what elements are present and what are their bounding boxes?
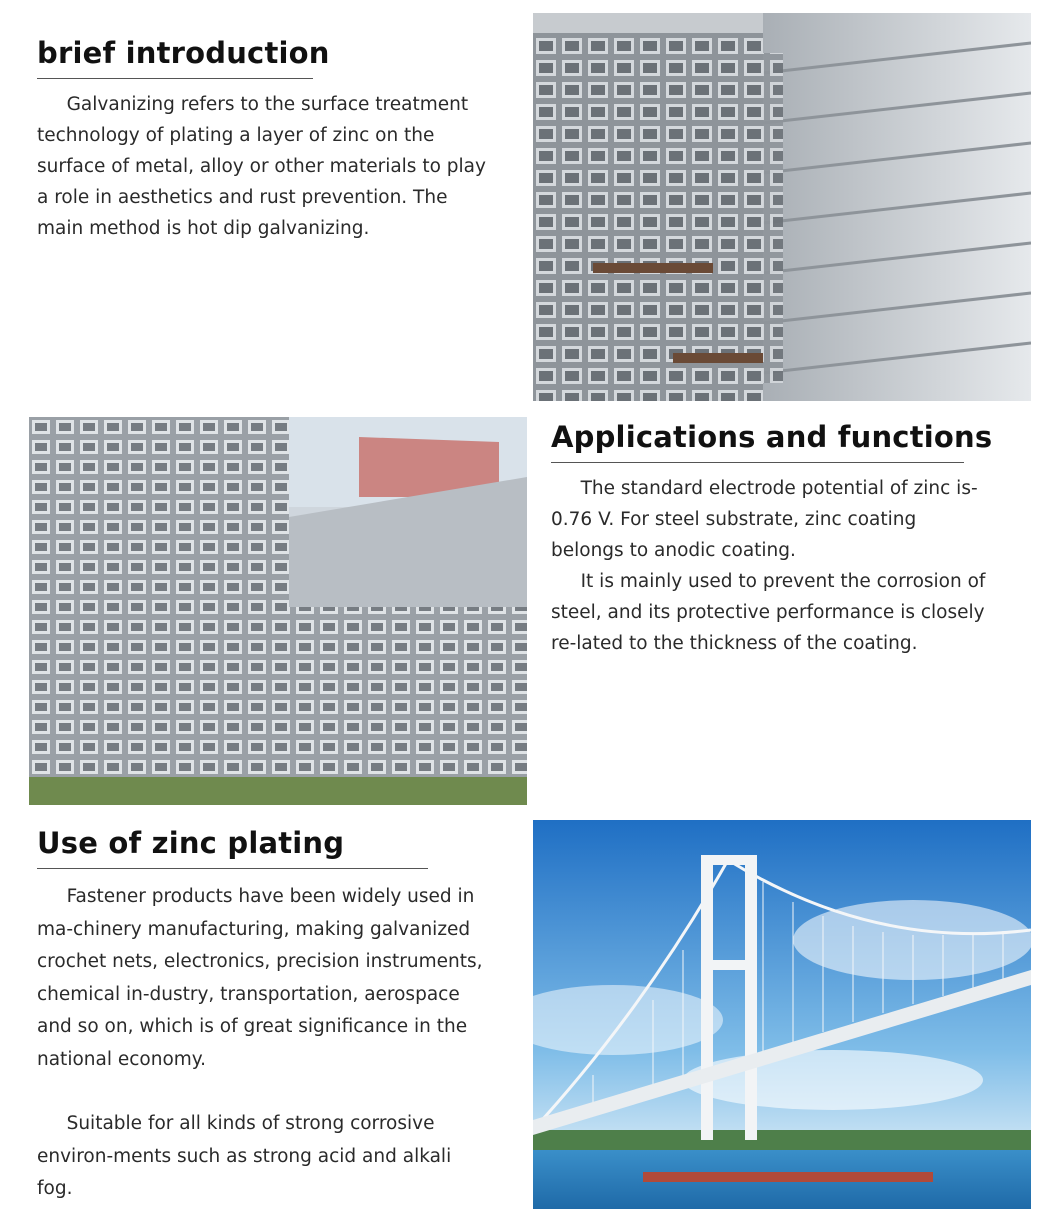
- section-paragraph: Galvanizing refers to the surface treatment technology of plating a layer of zinc on the surface of metal, alloy or other materials to play a role in aesthetics and rust prevention. The main method is hot dip galvanizing.: [37, 94, 486, 239]
- photo-stacked-galvanized-tubes: [533, 13, 1031, 401]
- photo-suspension-bridge: [533, 820, 1031, 1209]
- section-use-of-zinc-plating: [37, 826, 487, 1206]
- photo-galvanized-bundles-outdoors: [29, 417, 527, 805]
- section-applications-and-functions: [551, 420, 991, 659]
- title-underline: [37, 78, 313, 79]
- section-title: Use of zinc plating: [37, 826, 345, 860]
- section-brief-introduction: [37, 36, 497, 244]
- section-title: Applications and functions: [551, 420, 993, 454]
- section-paragraph: It is mainly used to prevent the corrosion of steel, and its protective performance is closely re-lated to the thickness of the coating.: [551, 571, 986, 654]
- section-title: brief introduction: [37, 36, 330, 70]
- title-underline: [37, 868, 428, 869]
- section-paragraph: Fastener products have been widely used in ma-chinery manufacturing, making galvanized crochet nets, electronics, precision instruments, chemical in-dustry, transportation, aerospace and so on, which is of great significance in the national economy.: [37, 886, 483, 1070]
- title-underline: [551, 462, 964, 463]
- section-paragraph: Suitable for all kinds of strong corrosive environ-ments such as strong acid and alkali fog.: [37, 1113, 452, 1199]
- section-paragraph: The standard electrode potential of zinc is-0.76 V. For steel substrate, zinc coating belongs to anodic coating.: [551, 478, 978, 561]
